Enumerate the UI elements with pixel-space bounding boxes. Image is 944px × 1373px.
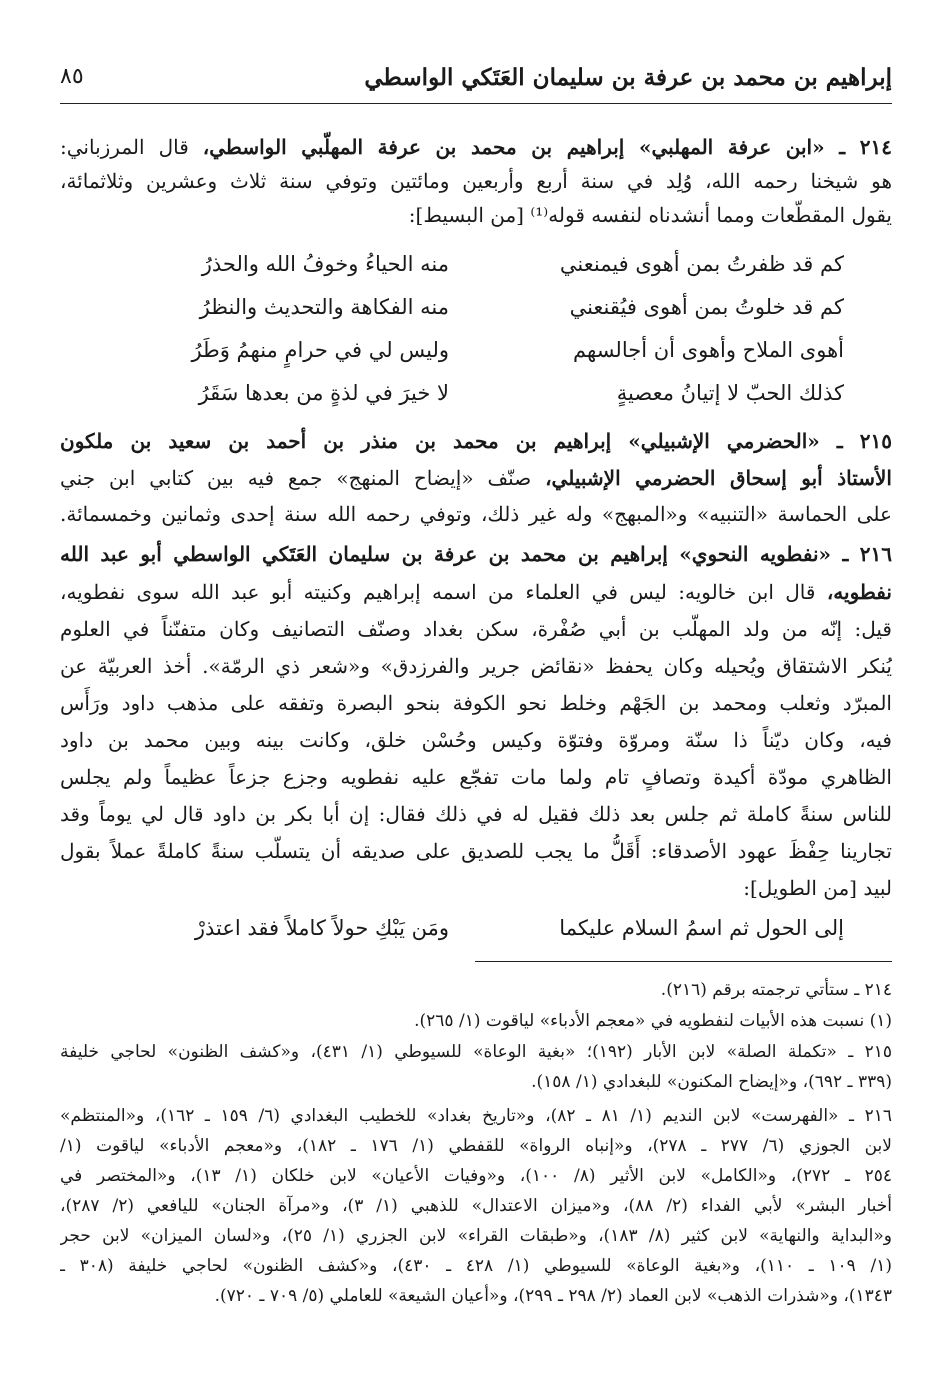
entry-216-text: قال ابن خالويه: ليس في العلماء من اسمه إبراهيم وكنيته أبو عبد الله سوى نفطويه، bbox=[60, 580, 827, 604]
entry-215-name-cont: الأستاذ أبو إسحاق الحضرمي الإشبيلي، bbox=[545, 466, 892, 490]
entry-216-line: المبرّد وثعلب ومحمد بن الجَهْم وخلط نحو الكوفة بنحو البصرة وتفقه على مذهب داود ورَأَس bbox=[60, 691, 892, 715]
verse-second-hemistich: ومَن يَبْكِ حولاً كاملاً فقد اعتذرْ bbox=[194, 916, 449, 940]
entry-215-line: على الحماسة «التنبيه» و«المبهج» وله غير ذلك، وتوفي رحمه الله سنة إحدى وثمانين وخمسمائة. bbox=[60, 502, 892, 526]
entry-216-line: للناس سنةً كاملة ثم جلس بعد ذلك فقيل له في ذلك فقال: إن أبا بكر بن داود قال لي يوماً وقد bbox=[60, 802, 892, 826]
entry-216-line: فيه، وكان ديّناً ذا سنّة ومروّة وفتوّة وكيس وحُسْن خلق، وكانت بينه وبين محمد بن داود bbox=[60, 728, 892, 752]
footnote-line: أخبار البشر» لأبي الفداء (٢/ ٨٨)، و«ميزان الاعتدال» للذهبي (١/ ٣)، و«مرآة الجنان» لليافعي (٢/ ٢٨٧)، bbox=[60, 1196, 892, 1216]
running-title: إبراهيم بن محمد بن عرفة بن سليمان العَتَكي الواسطي bbox=[364, 64, 892, 91]
running-header bbox=[60, 60, 892, 102]
entry-214-line: هو شيخنا رحمه الله، وُلِد في سنة أربع وأربعين ومائتين وتوفي سنة ثلاث وعشرين وثلاثمائة، bbox=[60, 169, 892, 193]
entry-215-text: صنّف «إيضاح المنهج» جمع فيه بين كتابي ابن جني bbox=[60, 466, 546, 490]
footnote-line: لابن الجوزي (٦/ ٢٧٧ ـ ٢٧٨)، و«إنباه الرواة» للقفطي (١/ ١٧٦ ـ ١٨٢)، و«معجم الأدباء» لياقوت (١/ bbox=[60, 1136, 892, 1156]
entry-214-source: قال المرزباني: bbox=[60, 135, 203, 159]
verse-second-hemistich: منه الحياءُ وخوفُ الله والحذرُ bbox=[201, 252, 449, 276]
footnote-line: ٢٥٤ ـ ٢٧٢)، و«الكامل» لابن الأثير (٨/ ١٠٠)، و«وفيات الأعيان» لابن خلكان (١/ ١٣)، و«المختصر في bbox=[60, 1166, 892, 1186]
entry-216-heading bbox=[60, 537, 892, 571]
header-rule bbox=[60, 103, 892, 104]
entry-216-line: الظاهري مودّة أكيدة وتصافٍ تام ولما مات تفجّع عليه نفطويه وجزع جزعاً عظيماً ولم يجلس bbox=[60, 765, 892, 789]
entry-216-name: ٢١٦ ـ «نفطويه النحوي» إبراهيم بن محمد بن عرفة بن سليمان العَتَكي الواسطي أبو عبد الله bbox=[60, 542, 892, 566]
entry-216-line bbox=[60, 575, 892, 609]
verse-first-hemistich: كم قد خلوتُ بمن أهوى فيُقنعني bbox=[569, 295, 844, 319]
entry-215-name: ٢١٥ ـ «الحضرمي الإشبيلي» إبراهيم بن محمد بن منذر بن أحمد بن سعيد بن ملكون bbox=[60, 429, 892, 453]
footnote-line: و«البداية والنهاية» لابن كثير (٨/ ١٨٣)، و«طبقات القراء» لابن الجزري (١/ ٢٥)، و«لسان الميزان» لابن حجر bbox=[60, 1226, 892, 1246]
entry-215-heading bbox=[60, 424, 892, 458]
footnote-line: (٣٣٩ ـ ٦٩٢)، و«إيضاح المكنون» للبغدادي (١/ ١٥٨). bbox=[531, 1072, 892, 1092]
footnote-rule bbox=[475, 961, 892, 962]
verse-second-hemistich: وليس لي في حرامٍ منهمُ وَطَرُ bbox=[191, 338, 449, 362]
verse-first-hemistich: أهوى الملاح وأهوى أن أجالسهم bbox=[573, 338, 844, 362]
entry-216-name-cont: نفطويه، bbox=[826, 580, 892, 604]
verse-first-hemistich: إلى الحول ثم اسمُ السلام عليكما bbox=[559, 916, 844, 940]
entry-216-line: قيل: إنّه من ولد المهلّب بن أبي صُفْرة، سكن بغداد وصنّف التصانيف وكان متفنّناً في العلوم bbox=[60, 617, 892, 641]
page-number: ٨٥ bbox=[60, 64, 84, 89]
footnote-line: ٢١٥ ـ «تكملة الصلة» لابن الأبار (١٩٢)؛ «بغية الوعاة» للسيوطي (١/ ٤٣١)، و«كشف الظنون» لحاجي خليفة bbox=[60, 1042, 892, 1062]
entry-214-name: ٢١٤ ـ «ابن عرفة المهلبي» إبراهيم بن محمد بن عرفة المهلّبي الواسطي، bbox=[202, 135, 892, 159]
verse-first-hemistich: كذلك الحبّ لا إتيانُ معصيةٍ bbox=[616, 381, 844, 405]
footnote-line: ٢١٦ ـ «الفهرست» لابن النديم (١/ ٨١ ـ ٨٢)، و«تاريخ بغداد» للخطيب البغدادي (٦/ ١٥٩ ـ ١٦٢)، و«المنتظم» bbox=[60, 1106, 892, 1126]
footnote-line: ١٣٤٣)، و«شذرات الذهب» لابن العماد (٢/ ٢٩٨ ـ ٢٩٩)، و«أعيان الشيعة» للعاملي (٥/ ٧٠٩ ـ ٧٢٠). bbox=[214, 1286, 892, 1306]
entry-214-line: يقول المقطّعات ومما أنشدناه لنفسه قوله⁽¹⁾ [من البسيط]: bbox=[408, 203, 892, 227]
entry-214-heading bbox=[60, 130, 892, 164]
verse-second-hemistich: منه الفكاهة والتحديث والنظرُ bbox=[199, 295, 449, 319]
footnote-line: (١/ ١٠٩ ـ ١١٠)، و«بغية الوعاة» للسيوطي (١/ ٤٢٨ ـ ٤٣٠)، و«كشف الظنون» لحاجي خليفة (٣٠٨ ـ bbox=[60, 1256, 892, 1276]
entry-216-line: يُنكر الاشتقاق ويُحيله وكان يحفظ «نقائض جرير والفرزدق» و«شعر ذي الرمّة». أخذ العربيّة عن bbox=[60, 654, 892, 678]
verse-first-hemistich: كم قد ظفرتُ بمن أهوى فيمنعني bbox=[559, 252, 844, 276]
footnote-line: ٢١٤ ـ ستأتي ترجمته برقم (٢١٦). bbox=[660, 980, 892, 1000]
entry-215-line bbox=[60, 461, 892, 495]
entry-216-line: تجارينا حِفْظَ عهود الأصدقاء: أَقَلُّ ما يجب للصديق على صديقه أن يتسلّب سنةً كاملةً عملاً بقول bbox=[60, 839, 892, 863]
footnote-line: (١) نسبت هذه الأبيات لنفطويه في «معجم الأدباء» لياقوت (١/ ٢٦٥). bbox=[414, 1011, 892, 1031]
verse-second-hemistich: لا خيرَ في لذةٍ من بعدها سَقَرُ bbox=[198, 381, 449, 405]
entry-216-line: لبيد [من الطويل]: bbox=[743, 876, 892, 900]
